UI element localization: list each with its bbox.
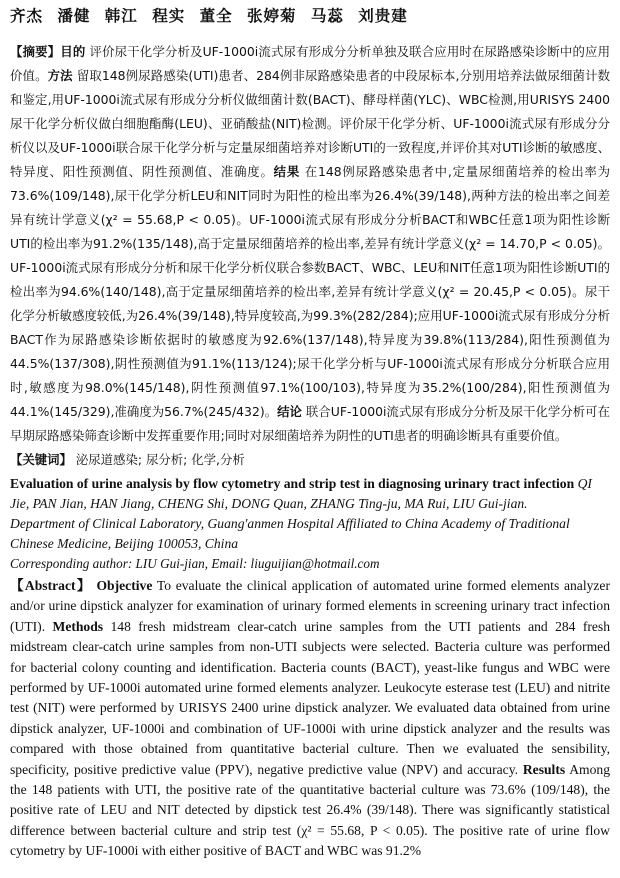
english-affiliation: Department of Clinical Laboratory, Guang'anmen Hospital Affiliated to China Academy of Traditional Chinese Medicine, Beijing 100053, China (10, 516, 570, 551)
chinese-methods-heading: 方法 (47, 68, 73, 83)
chinese-keywords (10, 448, 610, 472)
chinese-conclusion-heading: 结论 (277, 404, 302, 419)
chinese-conclusion-text: 联合UF-1000i流式尿有形成分分析及尿干化学分析可在早期尿路感染筛查诊断中发挥重要作用;同时对尿细菌培养为阴性的UTI患者的明确诊断具有重要价值。 (10, 404, 610, 443)
english-methods-heading: Methods (52, 618, 104, 634)
english-methods-text: 148 fresh midstream clear-catch urine samples from the UTI patients and 284 fresh midstream clear-catch urine samples from non-UTI subjects were selected. Bacteria culture was performed for bacterial colony counting and identification. Bacteria counts (BACT), yeast-like fungus and WBC were performed by UF-1000i automated urine formed elements analyzer. Leukocyte esterase test (LEU) and nitrite test (NIT) were performed by URISYS 2400 urine dipstick analyzer. We evaluated data obtained from urine dipstick analyzer, UF-1000i and combination of UF-1000i with urine dipstick analyzer and the results was compared with those obtained from quantitative bacterial culture. Then we evaluated the sensibility, specificity, positive predictive value (PPV), negative predictive value (NPV) and accuracy. (10, 618, 610, 777)
chinese-authors: 齐杰 潘健 韩江 程实 董全 张婷菊 马蕊 刘贵建 (10, 7, 408, 25)
english-results-text: Among the 148 patients with UTI, the positive rate of the quantitative bacterial culture was 73.6% (109/148), the positive rate of LEU and NIT detected by dipstick test 26.4% (39/148). There was significantly statistical difference between bacterial culture and strip test (χ² = 55.68, P < 0.05). The positive rate of urine flow cytometry by UF-1000i with either positive of BACT and WBC was 91.2% (10, 761, 610, 859)
chinese-abstract-label: 【摘要】 (10, 44, 61, 59)
chinese-results-text: 在148例尿路感染患者中,定量尿细菌培养的检出率为73.6%(109/148),尿干化学分析LEU和NIT同时为阳性的检出率为26.4%(39/148),两种方法的检出率之间差异有统计学意义(χ² = 55.68,P < 0.05)。UF-1000i流式尿有形成分分析BACT和WBC任意1项为阳性诊断UTI的检出率为91.2%(135/148),高于定量尿细菌培养的检出率,差异有统计学意义(χ² = 14.70,P < 0.05)。UF-1000i流式尿有形成分分析和尿干化学分析仪联合参数BACT、WBC、LEU和NIT任意1项为阳性诊断UTI的检出率为94.6%(140/148),高于定量尿细菌培养的检出率,差异有统计学意义(χ² = 20.45,P < 0.05)。尿干化学分析敏感度较低,为26.4%(39/148),特异度较高,为99.3%(282/284);应用UF-1000i流式尿有形成分分析BACT作为尿路感染诊断依据时的敏感度为92.6%(137/148),特异度为39.8%(113/284),阳性预测值为44.5%(137/308),阴性预测值为91.1%(113/124);尿干化学分析与UF-1000i流式尿有形成分分析联合应用时,敏感度为98.0%(145/148),阴性预测值97.1%(100/103),特异度为35.2%(100/284),阳性预测值为44.1%(145/329),准确度为56.7%(245/432)。 (10, 164, 611, 419)
english-title (10, 474, 610, 514)
english-abstract-label: 【Abstract】 (10, 578, 92, 593)
chinese-methods-text: 留取148例尿路感染(UTI)患者、284例非尿路感染患者的中段尿标本,分别用培养法做尿细菌计数和鉴定,用UF-1000i流式尿有形成分分析仪做细菌计数(BACT)、酵母样菌(YLC)、WBC检测,用URISYS 2400尿干化学分析仪做白细胞酯酶(LEU)、亚硝酸盐(NIT)检测。评价尿干化学分析、UF-1000i流式尿有形成分分析仪以及UF-1000i联合尿干化学分析与定量尿细菌培养对诊断UTI的一致程度,并评价其对UTI诊断的敏感度、特异度、阳性预测值、阴性预测值、准确度。 (10, 68, 611, 179)
chinese-objective-text: 评价尿干化学分析及UF-1000i流式尿有形成分分析单独及联合应用时在尿路感染诊断中的应用价值。 (10, 44, 611, 83)
english-abstract (10, 576, 610, 862)
corresponding-author: Corresponding author: LIU Gui-jian, Email: liuguijian@hotmail.com (10, 556, 380, 571)
chinese-objective-heading: 目的 (60, 44, 86, 59)
english-objective-heading: Objective (96, 578, 153, 593)
english-authors: QI Jie, PAN Jian, HAN Jiang, CHENG Shi, DONG Quan, ZHANG Ting-ju, MA Rui, LIU Gui-jian. (10, 476, 592, 511)
chinese-abstract (10, 40, 610, 448)
chinese-results-heading: 结果 (273, 164, 301, 179)
english-title-text: Evaluation of urine analysis by flow cytometry and strip test in diagnosing urinary tract infection (10, 476, 575, 491)
chinese-keywords-label: 【关键词】 (10, 452, 72, 467)
english-results-heading: Results (522, 761, 566, 777)
english-objective-text: To evaluate the clinical application of automated urine formed elements analyzer and/or urine dipstick analyzer for examination of urinary formed elements in screening urinary tract infection (UTI). (10, 578, 610, 634)
chinese-keywords-text: 泌尿道感染; 尿分析; 化学,分析 (75, 452, 245, 467)
